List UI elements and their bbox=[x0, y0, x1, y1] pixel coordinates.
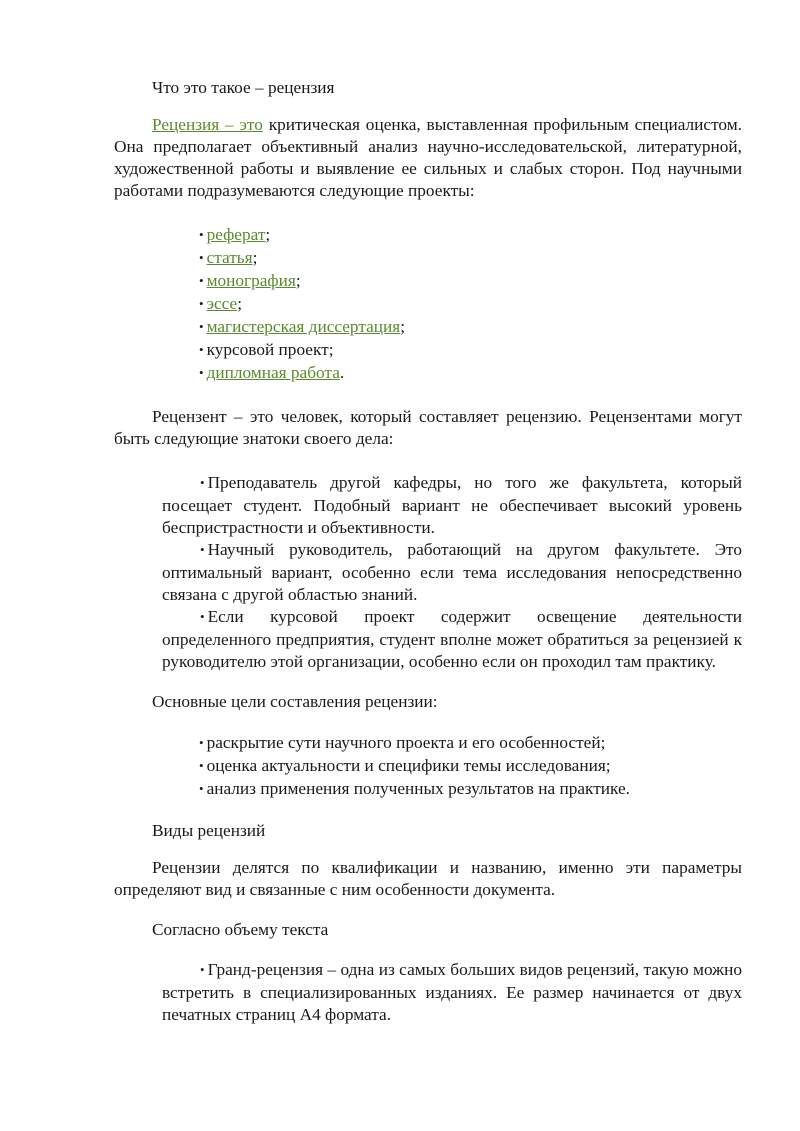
list-item-text: анализ применения полученных результатов на практике. bbox=[206, 779, 630, 798]
list-item bbox=[199, 755, 742, 778]
bullet-icon: • bbox=[199, 227, 204, 242]
section-heading-types: Виды рецензий bbox=[152, 821, 266, 840]
reviewers-list bbox=[114, 472, 742, 673]
list-item-text: раскрытие сути научного проекта и его особенностей; bbox=[206, 733, 606, 752]
bullet-icon: • bbox=[199, 735, 204, 750]
list-item-text: Научный руководитель, работающий на другом факультете. Это оптимальный вариант, особенно если тема исследования непосредственно связана с другой областью знаний. bbox=[162, 540, 742, 604]
reviewer-paragraph: Рецензент – это человек, который составляет рецензию. Рецензентами могут быть следующие знатоки своего дела: bbox=[114, 407, 742, 448]
bullet-icon: • bbox=[200, 475, 205, 490]
list-item-punct: ; bbox=[295, 271, 301, 290]
bullet-icon: • bbox=[199, 296, 204, 311]
bullet-icon: • bbox=[200, 962, 205, 977]
work-link-referat[interactable]: реферат bbox=[206, 225, 266, 244]
section-heading-what-is-review: Что это такое – рецензия bbox=[152, 78, 335, 97]
document-body bbox=[114, 77, 742, 1026]
bullet-icon: • bbox=[199, 250, 204, 265]
list-item bbox=[199, 247, 742, 270]
list-item bbox=[199, 270, 742, 293]
section-heading-volume: Согласно объему текста bbox=[152, 920, 329, 939]
list-item-text: Преподаватель другой кафедры, но того же факультета, который посещает студент. Подобный вариант не обеспечивает высокий уровень беспристрастности и объективности. bbox=[162, 473, 742, 537]
list-item bbox=[199, 293, 742, 316]
work-link-master-thesis[interactable]: магистерская диссертация bbox=[206, 317, 401, 336]
bullet-icon: • bbox=[199, 758, 204, 773]
list-item bbox=[199, 224, 742, 247]
bullet-icon: • bbox=[199, 365, 204, 380]
list-item bbox=[199, 339, 742, 362]
definition-text: критическая оценка, выставленная профильным специалистом. Она предполагает объективный анализ научно-исследовательской, литературной, художественной работы и выявление ее сильных и слабых сторон. Под научными работами подразумеваются следующие проекты: bbox=[114, 115, 742, 200]
bullet-icon: • bbox=[200, 609, 205, 624]
list-item-punct: . bbox=[339, 363, 345, 382]
bullet-icon: • bbox=[199, 342, 204, 357]
list-item-punct: ; bbox=[265, 225, 271, 244]
list-item-punct: ; bbox=[252, 248, 258, 267]
review-definition-link[interactable]: Рецензия – это bbox=[152, 115, 263, 134]
work-link-diploma[interactable]: дипломная работа bbox=[206, 363, 340, 382]
bullet-icon: • bbox=[199, 319, 204, 334]
work-link-monograph[interactable]: монография bbox=[206, 271, 296, 290]
types-paragraph: Рецензии делятся по квалификации и названию, именно эти параметры определяют вид и связанные с ним особенности документа. bbox=[114, 858, 742, 899]
list-item bbox=[199, 362, 742, 385]
work-link-essay[interactable]: эссе bbox=[206, 294, 238, 313]
list-item bbox=[199, 778, 742, 801]
work-text-coursework: курсовой проект bbox=[206, 340, 329, 359]
list-item-text: Если курсовой проект содержит освещение деятельности определенного предприятия, студент вполне может обратиться за рецензией к руководителю этой организации, особенно если он проходил там практику. bbox=[162, 607, 742, 671]
section-heading-goals: Основные цели составления рецензии: bbox=[152, 692, 438, 711]
work-link-article[interactable]: статья bbox=[206, 248, 253, 267]
list-item-punct: ; bbox=[237, 294, 243, 313]
list-item bbox=[162, 606, 742, 673]
works-list bbox=[114, 224, 742, 385]
list-item-text: оценка актуальности и специфики темы исследования; bbox=[206, 756, 611, 775]
bullet-icon: • bbox=[199, 273, 204, 288]
bullet-icon: • bbox=[199, 781, 204, 796]
list-item bbox=[162, 539, 742, 606]
list-item-text: Гранд-рецензия – одна из самых больших видов рецензий, такую можно встретить в специализированных изданиях. Ее размер начинается от двух печатных страниц А4 формата. bbox=[162, 960, 742, 1024]
list-item bbox=[199, 316, 742, 339]
list-item-punct: ; bbox=[400, 317, 406, 336]
definition-paragraph bbox=[114, 114, 742, 202]
list-item bbox=[162, 472, 742, 539]
list-item-punct: ; bbox=[328, 340, 334, 359]
volume-list bbox=[114, 959, 742, 1026]
bullet-icon: • bbox=[200, 542, 205, 557]
goals-list bbox=[114, 732, 742, 801]
list-item bbox=[199, 732, 742, 755]
list-item bbox=[162, 959, 742, 1026]
